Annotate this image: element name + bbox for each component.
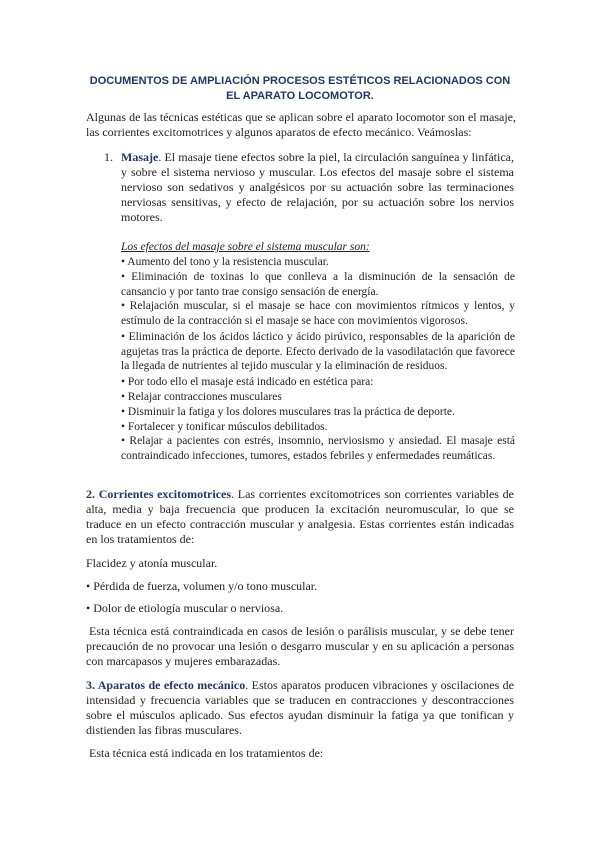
corrientes-heading: 2. Corrientes excitomotrices [86, 487, 232, 501]
page-title: DOCUMENTOS DE AMPLIACIÓN PROCESOS ESTÉTICOS RELACIONADOS CON EL APARATO LOCOMOTOR. [89, 75, 511, 102]
corrientes-item: • Dolor de etiología muscular o nerviosa. [86, 601, 284, 615]
effect-item: • Relajación muscular, si el masaje se hace con movimientos rítmicos y lentos, y estímulo de la contracción si el masaje se hace con movimientos vigorosos. [121, 300, 515, 327]
aparatos-text: . Estos aparatos producen vibraciones y oscilaciones de intensidad y frecuencia variables que se traducen en contracciones y descontracciones sobre el músculos aplicado. Sus efectos ayudan disminuir la fatiga ya que tonifican y distienden las fibras musculares. [86, 678, 514, 737]
aparatos-heading: 3. Aparatos de efecto mecánico [86, 678, 246, 692]
corrientes-item: Flacidez y atonía muscular. [86, 556, 218, 570]
masaje-heading: Masaje [121, 150, 159, 164]
corrientes-item: • Pérdida de fuerza, volumen y/o tono muscular. [86, 579, 318, 593]
effect-item: • Por todo ello el masaje está indicado en estética para: [121, 376, 374, 388]
aparatos-indicated: Esta técnica está indicada en los tratamientos de: [89, 746, 324, 760]
corrientes-contra: Esta técnica está contraindicada en casos de lesión o parálisis muscular, y se debe tener precaución de no provocar una lesión o desgarro muscular y en su aplicación a personas con marcapasos y mujeres embarazadas. [86, 624, 514, 668]
effect-item: • Eliminación de los ácidos láctico y ácido pirúvico, responsables de la aparición de agujetas tras la práctica de deporte. Efecto derivado de la vasodilatación que favorece la llegada de nutrientes al tejido muscular y la eliminación de residuos. [121, 331, 515, 373]
masaje-text: . El masaje tiene efectos sobre la piel, la circulación sanguínea y linfática, y sobre el sistema nervioso y muscular. Los efectos del masaje sobre el sistema nervioso son sedativos y analgésicos por su actuación sobre las terminaciones nerviosas sensitivas, y efecto de relajación, por su actuación sobre los nervios motores. [121, 150, 514, 224]
corrientes-text: . Las corrientes excitomotrices son corrientes variables de alta, media y baja frecuencia que producen la excitación neuromuscular, lo que se traduce en un efecto contracción muscular y analgesia. Estas corrientes están indicadas en los tratamientos de: [86, 487, 514, 546]
effect-item: • Fortalecer y tonificar músculos debilitados. [121, 421, 328, 433]
effects-heading: Los efectos del masaje sobre el sistema muscular son: [121, 241, 370, 253]
corrientes-paragraph [86, 487, 514, 547]
effect-item: • Aumento del tono y la resistencia muscular. [121, 256, 329, 268]
masaje-paragraph [121, 150, 514, 225]
list-number-1: 1. [104, 150, 113, 164]
effect-item: • Relajar contracciones musculares [121, 391, 282, 403]
effect-item: • Disminuir la fatiga y los dolores musculares tras la práctica de deporte. [121, 406, 455, 418]
aparatos-paragraph [86, 678, 514, 738]
effect-item: • Eliminación de toxinas lo que conlleva a la disminución de la sensación de cansancio y por tanto trae consigo sensación de energía. [121, 271, 515, 298]
intro-paragraph: Algunas de las técnicas estéticas que se aplican sobre el aparato locomotor son el masaje, las corrientes excitomotrices y algunos aparatos de efecto mecánico. Veámoslas: [86, 110, 516, 139]
effect-item: • Relajar a pacientes con estrés, insomnio, nerviosismo y ansiedad. El masaje está contraindicado infecciones, tumores, estados febriles y enfermedades reumáticas. [121, 435, 515, 462]
